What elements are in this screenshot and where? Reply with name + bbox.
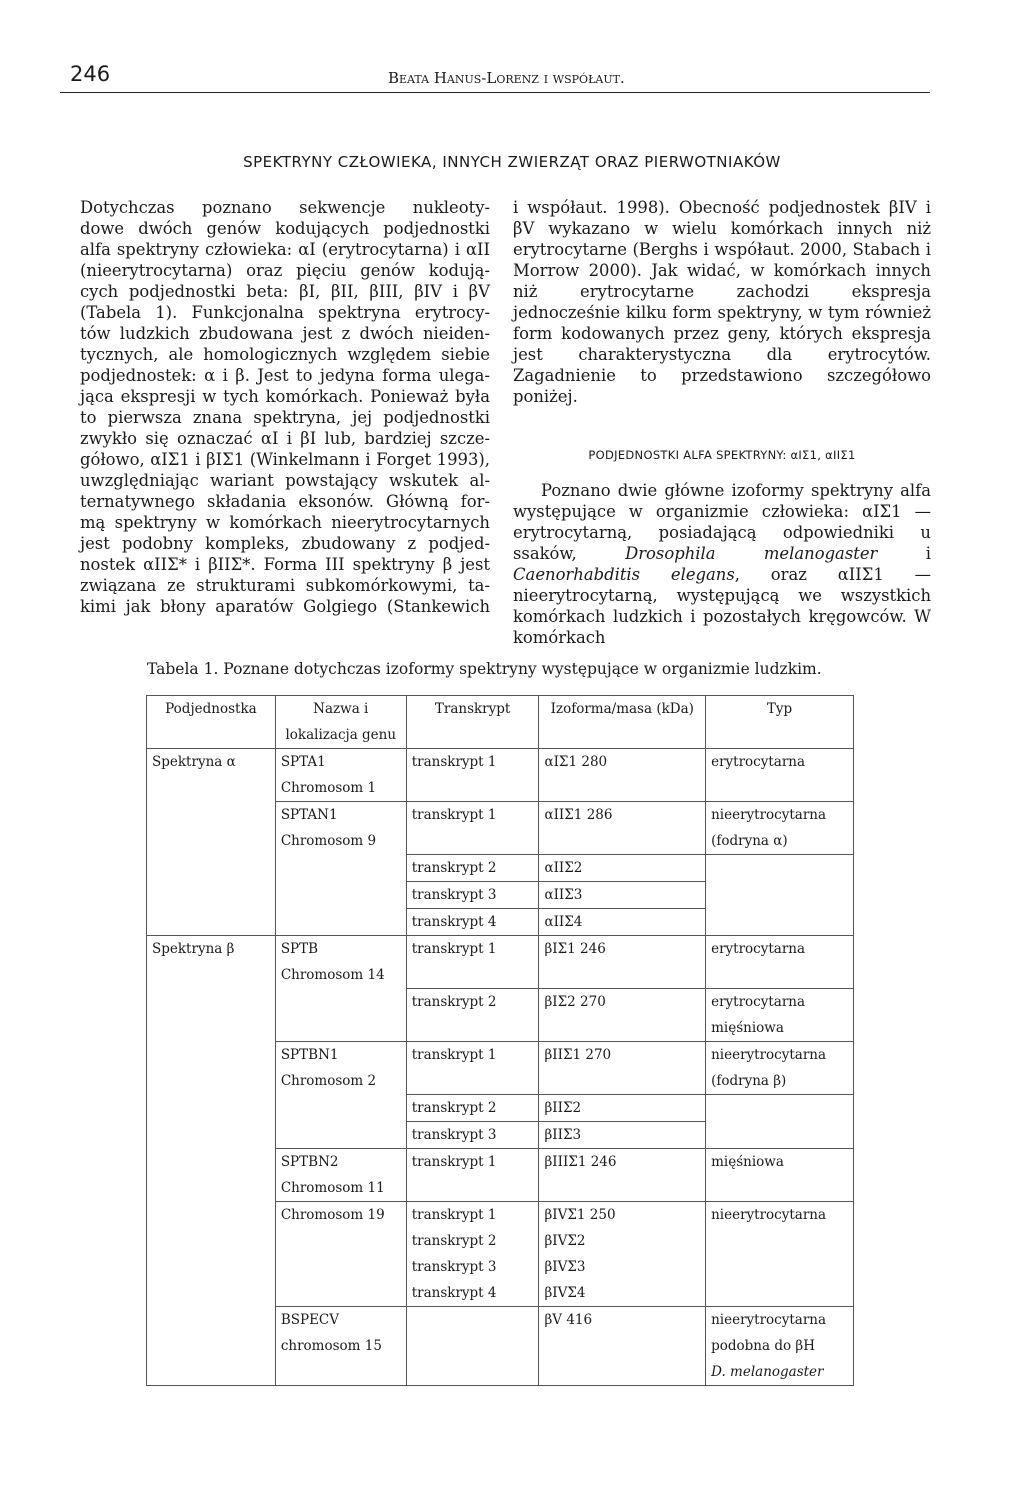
isoform-cell: βV 416 <box>539 1306 706 1385</box>
type-cell <box>706 1306 854 1385</box>
type-cell <box>706 988 854 1041</box>
type-line: podobna do βH <box>711 1337 815 1354</box>
gene-cell <box>275 909 406 936</box>
subunit-cell <box>147 988 276 1041</box>
subunit-cell <box>147 1094 276 1121</box>
type-cell: erytrocytarna <box>706 749 854 802</box>
type-cell <box>706 909 854 936</box>
text-line: jąca ekspresji w tych komórkach. Ponieważ była <box>80 387 490 406</box>
type-cell: erytrocytarna <box>706 936 854 989</box>
isoform-cell <box>539 1201 706 1306</box>
isoform-table <box>146 695 854 1386</box>
subunit-cell <box>147 882 276 909</box>
table-row <box>147 749 854 802</box>
text-line: ternatywnego składania eksonów. Główną for- <box>80 492 490 511</box>
table-row <box>147 1094 854 1121</box>
isoform-cell: βIIIΣ1 246 <box>539 1148 706 1201</box>
type-line: (fodryna β) <box>711 1072 787 1089</box>
table-row <box>147 936 854 989</box>
isoform-cell: αIIΣ1 286 <box>539 802 706 855</box>
gene-location: chromosom 15 <box>280 1337 382 1354</box>
header-cell: Podjednostka <box>147 696 276 749</box>
isoform-cell: βIΣ2 270 <box>539 988 706 1041</box>
gene-cell <box>275 1306 406 1385</box>
type-cell <box>706 855 854 882</box>
text-line: mą spektryny w komórkach nieerytrocytarnych <box>80 513 490 532</box>
type-cell <box>706 882 854 909</box>
type-line: nieerytrocytarna <box>711 807 827 823</box>
gene-location: Chromosom 14 <box>280 967 385 983</box>
text-line: (Tabela 1). Funkcjonalna spektryna erytrocy- <box>80 303 490 322</box>
gene-name: SPTB <box>280 941 319 957</box>
right-column <box>513 197 931 648</box>
subunit-cell: Spektryna α <box>147 749 276 802</box>
text-line: to pierwsza znana spektryna, jej podjednostki <box>80 408 490 427</box>
gene-location: Chromosom 2 <box>280 1072 377 1089</box>
gene-cell <box>275 749 406 802</box>
text-line: dowe dwóch genów kodujących podjednostki <box>80 219 490 238</box>
text-line: tów ludzkich zbudowana jest z dwóch nieiden- <box>80 324 490 343</box>
type-line: (fodryna α) <box>711 833 788 849</box>
transcript-line: transkrypt 1 <box>411 1206 497 1223</box>
transcript-cell: transkrypt 3 <box>406 882 539 909</box>
subunit-cell <box>147 802 276 855</box>
gene-name: SPTA1 <box>280 754 326 770</box>
isoform-line: βIVΣ1 250 <box>544 1206 616 1223</box>
type-line: nieerytrocytarna <box>711 1046 827 1063</box>
transcript-cell: transkrypt 2 <box>406 988 539 1041</box>
gene-cell <box>275 1148 406 1201</box>
species-caenorhabditis: Caenorhabditis elegans <box>513 565 735 584</box>
text-line: gółowo, αIΣ1 i βIΣ1 (Winkelmann i Forget 1993), <box>80 450 490 469</box>
right-paragraph-1: i współaut. 1998). Obecność podjednostek βIV i βV wykazano w wielu komórkach innych niż erytrocytarne (Berghs i współaut. 2000, Stabach i Morrow 2000). Jak widać, w komórkach innych niż erytrocytarne zachodzi ekspresja jednocześnie kilku form spektryny, w tym również form kodowanych przez geny, których ekspresja jest charakterystyczna dla erytrocytów. Zagadnienie to przedstawiono szczegółowo poniżej. <box>513 198 931 406</box>
transcript-line: transkrypt 3 <box>411 1258 497 1275</box>
isoform-cell: βIIΣ3 <box>539 1121 706 1148</box>
header-cell: Transkrypt <box>406 696 539 749</box>
transcript-line: transkrypt 2 <box>411 1232 497 1249</box>
type-line: erytrocytarna <box>711 993 806 1010</box>
isoform-cell: αIIΣ2 <box>539 855 706 882</box>
isoform-line: βIVΣ3 <box>544 1258 586 1275</box>
section-title: SPEKTRYNY CZŁOWIEKA, INNYCH ZWIERZĄT ORAZ PIERWOTNIAKÓW <box>243 153 781 171</box>
isoform-cell: αIIΣ4 <box>539 909 706 936</box>
type-line: mięśniowa <box>711 1019 784 1036</box>
gene-cell <box>275 988 406 1041</box>
page-number: 246 <box>70 62 111 86</box>
isoform-cell: αIΣ1 280 <box>539 749 706 802</box>
transcript-cell: transkrypt 2 <box>406 855 539 882</box>
isoform-cell: βIIΣ2 <box>539 1094 706 1121</box>
subunit-cell <box>147 1041 276 1094</box>
gene-location: Chromosom 1 <box>280 780 377 796</box>
text-line: alfa spektryny człowieka: αI (erytrocytarna) i αII <box>80 240 490 259</box>
text-line: tycznych, ale homologicznych względem siebie <box>80 345 490 364</box>
gene-name: BSPECV <box>280 1311 339 1328</box>
table-row <box>147 802 854 855</box>
type-cell <box>706 1094 854 1121</box>
text-line: podjednostek: α i β. Jest to jedyna forma ulega- <box>80 366 490 385</box>
subunit-cell <box>147 909 276 936</box>
table-header-row <box>147 696 854 749</box>
gene-location: Chromosom 9 <box>280 833 377 849</box>
gene-cell <box>275 802 406 855</box>
gene-name: SPTBN1 <box>280 1046 339 1063</box>
text-line: zwykło się oznaczać αI i βI lub, bardziej szcze- <box>80 429 490 448</box>
table-row <box>147 1201 854 1306</box>
transcript-line: transkrypt 4 <box>411 1284 497 1301</box>
text-line: uwzględniając wariant powstający wskutek al- <box>80 471 490 490</box>
transcript-cell <box>406 1306 539 1385</box>
gene-cell: Chromosom 19 <box>275 1201 406 1306</box>
table-row <box>147 909 854 936</box>
transcript-cell: transkrypt 4 <box>406 909 539 936</box>
text-line: jest podobny kompleks, zbudowany z podjed- <box>80 534 490 553</box>
transcript-cell: transkrypt 1 <box>406 1041 539 1094</box>
type-line: D. melanogaster <box>711 1363 824 1380</box>
subunit-cell <box>147 1148 276 1201</box>
isoform-line: βIVΣ2 <box>544 1232 586 1249</box>
transcript-cell <box>406 1201 539 1306</box>
transcript-cell: transkrypt 1 <box>406 1148 539 1201</box>
gene-cell <box>275 882 406 909</box>
gene-cell <box>275 855 406 882</box>
table-caption: Tabela 1. Poznane dotychczas izoformy spektryny występujące w organizmie ludzkim. <box>147 660 822 678</box>
table-row <box>147 882 854 909</box>
table-row <box>147 988 854 1041</box>
type-cell <box>706 802 854 855</box>
subunit-cell <box>147 1201 276 1306</box>
text-line: związana ze strukturami subkomórkowymi, ta- <box>80 576 490 595</box>
header-cell <box>275 696 406 749</box>
subunit-cell: Spektryna β <box>147 936 276 989</box>
running-title: Beata Hanus-Lorenz i współaut. <box>388 69 625 87</box>
gene-location: Chromosom 11 <box>280 1179 385 1196</box>
subunit-cell <box>147 1306 276 1385</box>
gene-cell <box>275 1094 406 1121</box>
isoform-line: βIVΣ4 <box>544 1284 586 1301</box>
left-paragraph <box>80 197 490 617</box>
type-cell <box>706 1041 854 1094</box>
para2-text-b: i <box>877 544 931 563</box>
type-cell: mięśniowa <box>706 1148 854 1201</box>
gene-cell <box>275 1121 406 1148</box>
text-line: kimi jak błony aparatów Golgiego (Stankewich <box>80 597 490 616</box>
isoform-cell: αIIΣ3 <box>539 882 706 909</box>
running-head <box>60 62 930 94</box>
para2-text-a: Poznano dwie główne izoformy spektryny alfa występujące w organizmie człowieka: αIΣ1 — erytrocytarną, posiadającą odpowiedniki u ssaków, <box>513 481 931 563</box>
subheading-alpha: PODJEDNOSTKI ALFA SPEKTRYNY: αIΣ1, αIIΣ1 <box>588 448 856 462</box>
header-cell: Typ <box>706 696 854 749</box>
table-row <box>147 1121 854 1148</box>
text-line: Dotychczas poznano sekwencje nukleoty- <box>80 198 490 217</box>
subunit-cell <box>147 1121 276 1148</box>
isoform-cell: βIΣ1 246 <box>539 936 706 989</box>
header-line: Nazwa i <box>313 701 369 717</box>
gene-name: SPTAN1 <box>280 807 338 823</box>
text-line: cych podjednostki beta: βI, βII, βIII, βIV i βV <box>80 282 490 301</box>
header-cell: Izoforma/masa (kDa) <box>539 696 706 749</box>
header-line: lokalizacja genu <box>285 727 397 743</box>
table-row <box>147 1148 854 1201</box>
table-row <box>147 855 854 882</box>
isoform-cell: βIIΣ1 270 <box>539 1041 706 1094</box>
header-rule <box>60 92 930 93</box>
table-row <box>147 1306 854 1385</box>
transcript-cell: transkrypt 2 <box>406 1094 539 1121</box>
left-column <box>80 197 490 617</box>
transcript-cell: transkrypt 3 <box>406 1121 539 1148</box>
gene-cell <box>275 1041 406 1094</box>
gene-cell <box>275 936 406 989</box>
transcript-cell: transkrypt 1 <box>406 802 539 855</box>
type-line: nieerytrocytarna <box>711 1311 827 1328</box>
type-cell <box>706 1121 854 1148</box>
table-row <box>147 1041 854 1094</box>
text-line: nostek αIIΣ* i βIIΣ*. Forma III spektryny β jest <box>80 555 490 574</box>
type-cell: nieerytrocytarna <box>706 1201 854 1306</box>
transcript-cell: transkrypt 1 <box>406 936 539 989</box>
right-paragraph-2 <box>513 480 931 648</box>
gene-name: SPTBN2 <box>280 1153 339 1170</box>
species-drosophila: Drosophila melanogaster <box>625 544 878 563</box>
transcript-cell: transkrypt 1 <box>406 749 539 802</box>
para2-text-c: , oraz αIIΣ1 — nieerytrocytarną, występującą we wszystkich komórkach ludzkich i pozostałych kręgowców. W komórkach <box>513 565 931 647</box>
subunit-cell <box>147 855 276 882</box>
text-line: (nieerytrocytarna) oraz pięciu genów kodują- <box>80 261 490 280</box>
